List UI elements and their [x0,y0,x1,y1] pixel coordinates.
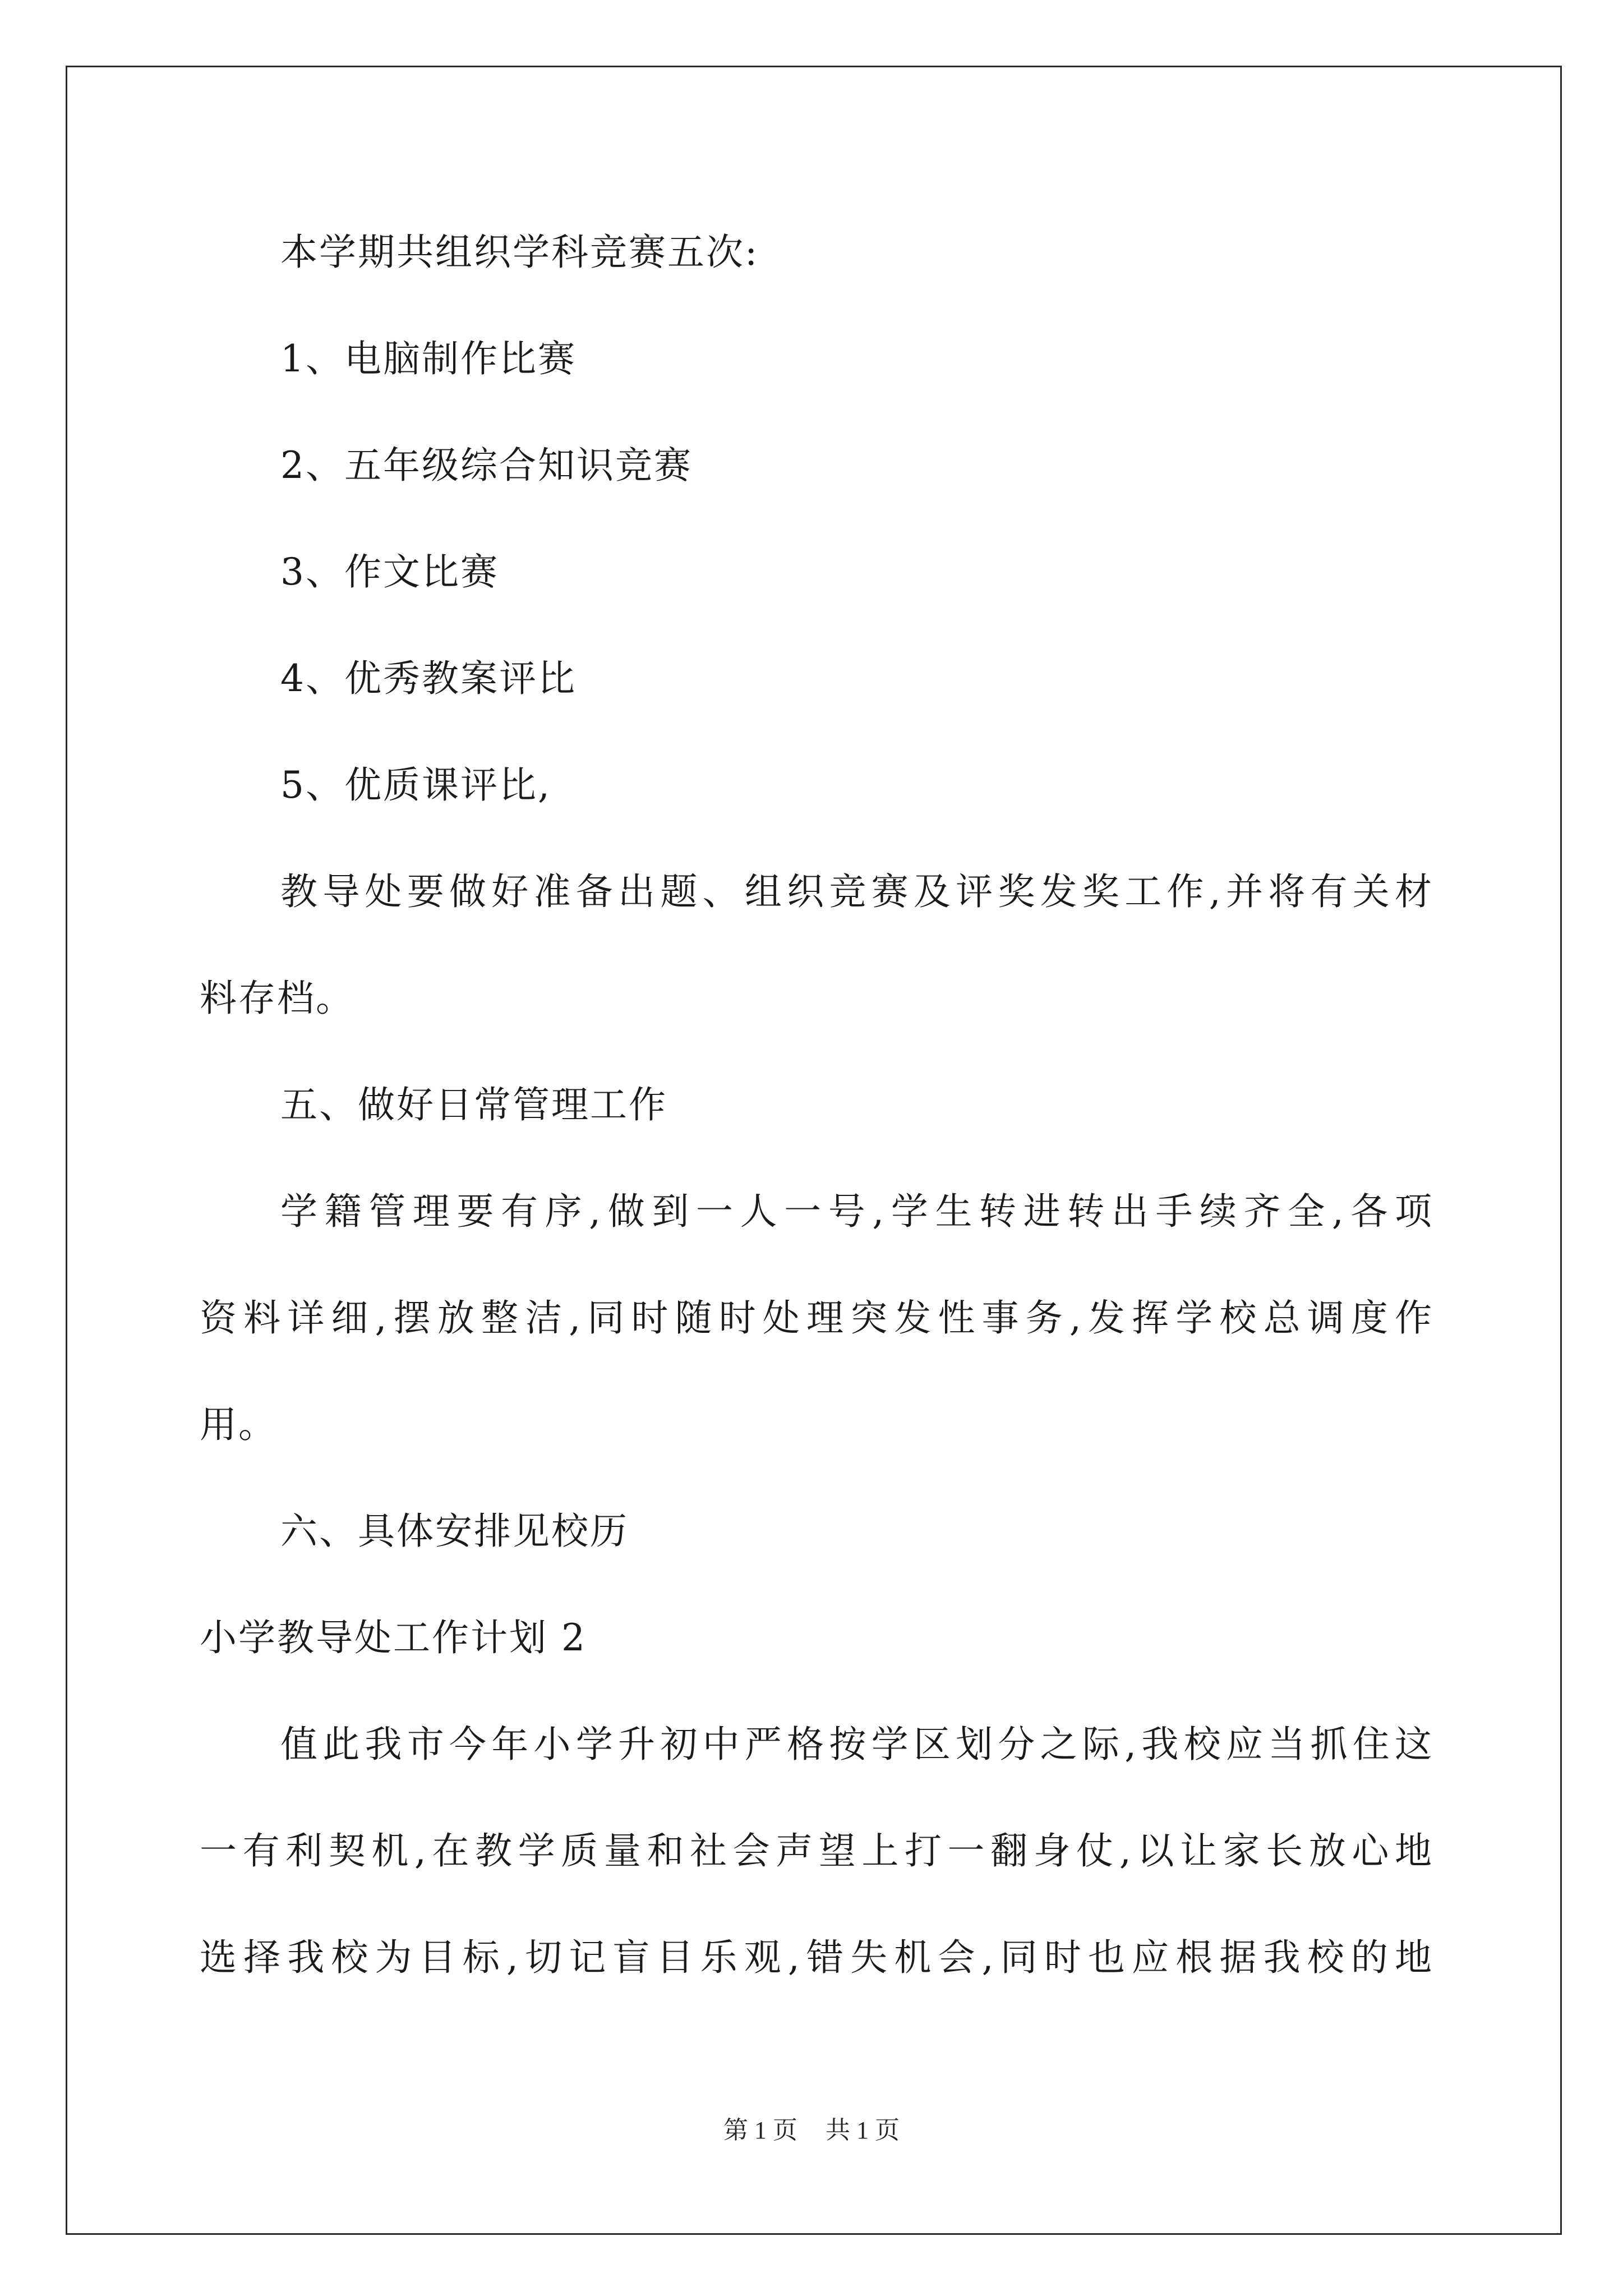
list-item: 4、优秀教案评比 [280,657,577,700]
paragraph-line: 一有利契机,在教学质量和社会声望上打一翻身仗,以让家长放心地 [200,1829,1433,1872]
list-item: 3、作文比赛 [280,550,499,593]
page-number: 第 1 页 [723,2116,797,2144]
paragraph-line: 选择我校为目标,切记盲目乐观,错失机会,同时也应根据我校的地 [200,1936,1433,1979]
document-title: 小学教导处工作计划 2 [200,1616,587,1659]
paragraph-line: 本学期共组织学科竞赛五次: [280,231,759,274]
section-heading: 五、做好日常管理工作 [280,1083,667,1126]
list-item: 1、电脑制作比赛 [280,337,577,380]
page-footer [0,2114,1623,2147]
list-item: 5、优质课评比, [280,763,551,807]
page-border [66,66,1562,2235]
paragraph-line: 教导处要做好准备出题、组织竞赛及评奖发奖工作,并将有关材 [280,870,1433,913]
list-item: 2、五年级综合知识竞赛 [280,444,693,487]
page-total: 共 1 页 [826,2116,900,2144]
section-heading: 六、具体安排见校历 [280,1510,629,1553]
paragraph-line: 用。 [200,1403,277,1446]
paragraph-line: 学籍管理要有序,做到一人一号,学生转进转出手续齐全,各项 [280,1190,1433,1233]
paragraph-line: 资料详细,摆放整洁,同时随时处理突发性事务,发挥学校总调度作 [200,1296,1433,1340]
paragraph-line: 值此我市今年小学升初中严格按学区划分之际,我校应当抓住这 [280,1723,1433,1766]
paragraph-line: 料存档。 [200,977,354,1020]
